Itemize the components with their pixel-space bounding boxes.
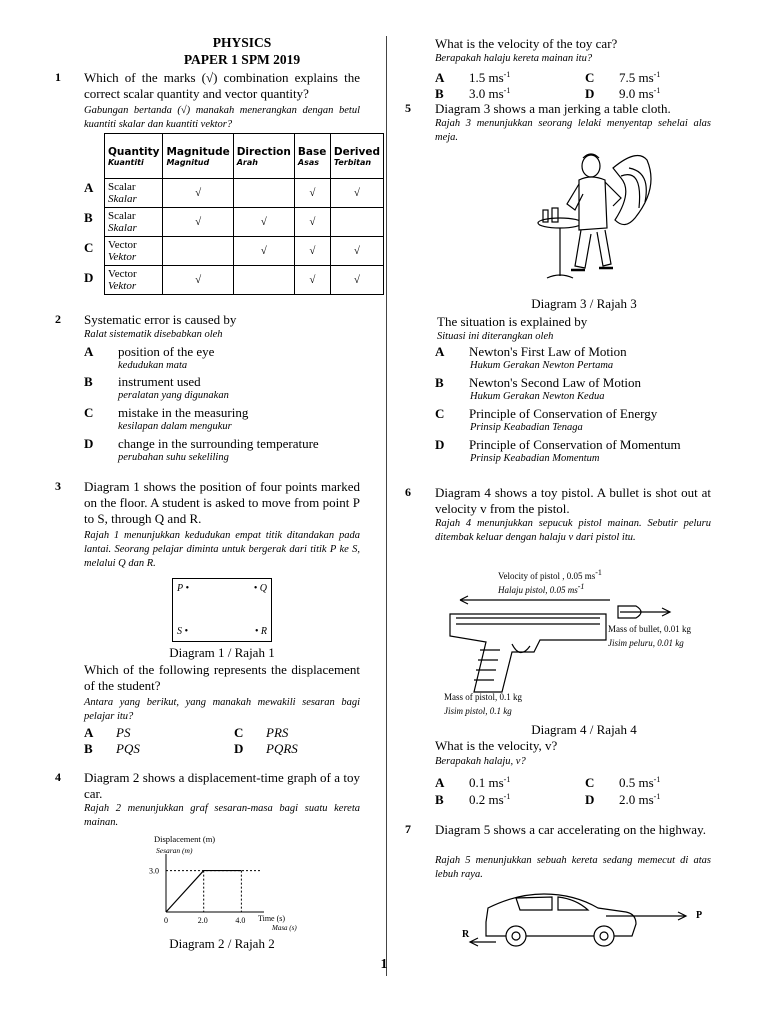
point-r: • R (254, 626, 267, 637)
q6-question: What is the velocity, v? (435, 738, 558, 753)
x-axis-label-my: Masa (s) (272, 924, 297, 932)
point-s: S • (177, 626, 189, 637)
page-subtitle: PAPER 1 SPM 2019 (183, 52, 301, 67)
pistol-mass-label-my: Jisim pistol, 0.1 kg (444, 706, 512, 716)
option-c-my: kesilapan dalam mengukur (118, 421, 232, 432)
option-c: C 0.5 $ms^{-1}$ (585, 775, 661, 791)
table-cell: √ (294, 179, 330, 208)
page-number: 1 (380, 957, 388, 972)
option-a-my: Hukum Gerakan Newton Pertama (470, 360, 614, 371)
diagram-3-caption: Diagram 3 / Rajah 3 (531, 296, 637, 311)
question-number: 2 (55, 312, 61, 326)
column-divider (386, 36, 387, 976)
option-b-my: peralatan yang digunakan (118, 390, 229, 401)
option-d: D 2.0 $ms^{-1}$ (585, 792, 661, 808)
option-c-my: Prinsip Keabadian Tenaga (470, 422, 583, 433)
displacement-time-graph (140, 830, 310, 936)
question-number: 5 (405, 101, 411, 115)
q6-text: Diagram 4 shows a toy pistol. A bullet is shot out at velocity v from the pistol. (435, 485, 711, 516)
table-cell: Vector Vektor (105, 237, 163, 266)
row-label: B (84, 210, 93, 225)
table-row (105, 179, 384, 208)
quantity-table (104, 133, 384, 295)
table-cell: √ (163, 266, 233, 295)
q3-text-my: Rajah 1 menunjukkan kedudukan empat titik ditandakan pada lantai. Seorang pelajar diminta untuk bergerak dari titik P ke S, melalui Q dan R. (84, 530, 360, 569)
option-a: A 0.1 $ms^{-1}$ (435, 775, 511, 791)
bullet-mass-label-my: Jisim peluru, 0.01 kg (608, 638, 684, 648)
q3-text: Diagram 1 shows the position of four points marked on the floor. A student is asked to move from point P to S, through Q and R. (84, 479, 360, 526)
option-d: D 9.0 $ms^{-1}$ (585, 86, 661, 102)
table-cell: Scalar Skalar (105, 208, 163, 237)
toy-pistol-diagram (430, 568, 750, 720)
row-label: D (84, 270, 94, 285)
q7-text: Diagram 5 shows a car accelerating on the highway. (435, 822, 706, 837)
option-b: B Newton's Second Law of Motion (435, 375, 642, 390)
q6-question-my: Berapakah halaju, v? (435, 756, 526, 767)
x-tick-label: 0 (164, 916, 168, 925)
force-p-label: P (696, 910, 703, 921)
q4-text-my: Rajah 2 menunjukkan graf sesaran-masa bagi suatu kereta mainan. (84, 803, 360, 828)
table-cell: √ (294, 266, 330, 295)
option-a: A 1.5 $ms^{-1}$ (435, 70, 511, 86)
table-header-row (105, 134, 384, 179)
q3-question: Which of the following represents the displacement of the student? (84, 662, 360, 693)
point-q: • Q (253, 583, 267, 594)
table-cell (233, 266, 294, 295)
point-p: P • (177, 583, 189, 594)
table-cell: Vector Vektor (105, 266, 163, 295)
option-a: A position of the eye (84, 344, 215, 359)
option-b: B 3.0 $ms^{-1}$ (435, 86, 511, 102)
table-cell (233, 179, 294, 208)
pistol-velocity-label-my: Halaju pistol, 0.05 ms-1 (498, 582, 585, 595)
table-cell: √ (330, 179, 383, 208)
table-row (105, 208, 384, 237)
header (100, 34, 384, 68)
table-cell: √ (294, 237, 330, 266)
table-cell: √ (330, 266, 383, 295)
option-c: C 7.5 $ms^{-1}$ (585, 70, 661, 86)
pistol-mass-label: Mass of pistol, 0.1 kg (444, 692, 523, 702)
q7-text-my: Rajah 5 menunjukkan sebuah kereta sedang memecut di atas lebuh raya. (435, 855, 711, 880)
question-number: 1 (55, 70, 61, 84)
q6-text-my: Rajah 4 menunjukkan sepucuk pistol mainan. Sebutir peluru ditembak keluar dengan halaju v dari pistol itu. (435, 518, 711, 543)
q4-text: Diagram 2 shows a displacement-time graph of a toy car. (84, 770, 360, 801)
table-cell: √ (233, 208, 294, 237)
option-a: A PS (84, 725, 131, 740)
option-b-my: Hukum Gerakan Newton Kedua (470, 391, 605, 402)
car-illustration (456, 884, 720, 948)
question-number: 7 (405, 822, 411, 836)
option-c: C mistake in the measuring (84, 405, 249, 420)
q3-question-my: Antara yang berikut, yang manakah mewakili sesaran bagi pelajar itu? (84, 697, 360, 722)
table-cell (163, 237, 233, 266)
q5-text-my: Rajah 3 menunjukkan seorang lelaki menyentap sehelai alas meja. (435, 118, 711, 143)
option-b: B PQS (84, 741, 140, 756)
q5-text: Diagram 3 shows a man jerking a table cloth. (435, 101, 671, 116)
table-header: Direction Arah (233, 134, 294, 179)
bullet-mass-label: Mass of bullet, 0.01 kg (608, 624, 691, 634)
table-header: Quantity Kuantiti (105, 134, 163, 179)
table-row (105, 237, 384, 266)
diagram-1-caption: Diagram 1 / Rajah 1 (169, 645, 275, 660)
option-d-my: Prinsip Keabadian Momentum (470, 453, 600, 464)
table-cell: √ (294, 208, 330, 237)
table-cell: √ (163, 208, 233, 237)
q2-text-my: Ralat sistematik disebabkan oleh (84, 329, 223, 340)
table-cell: √ (163, 179, 233, 208)
pistol-velocity-label: Velocity of pistol , 0.05 ms-1 (498, 568, 602, 581)
q4-question: What is the velocity of the toy car? (435, 36, 618, 51)
question-number: 3 (55, 479, 61, 493)
diagram-2-caption: Diagram 2 / Rajah 2 (169, 936, 275, 951)
q5-question-my: Situasi ini diterangkan oleh (437, 331, 554, 342)
option-b: B 0.2 $ms^{-1}$ (435, 792, 511, 808)
table-cell (330, 208, 383, 237)
option-d-my: perubahan suhu sekeliling (118, 452, 229, 463)
option-c: C Principle of Conservation of Energy (435, 406, 658, 421)
table-cell: √ (233, 237, 294, 266)
option-d: D change in the surrounding temperature (84, 436, 319, 451)
question-number: 4 (55, 770, 61, 784)
table-cell: √ (330, 237, 383, 266)
table-header: Base Asas (294, 134, 330, 179)
table-header: Magnitude Magnitud (163, 134, 233, 179)
question-number: 6 (405, 485, 411, 499)
option-d: D PQRS (234, 741, 298, 756)
x-tick-label: 4.0 (235, 916, 246, 925)
diagram-4-caption: Diagram 4 / Rajah 4 (531, 722, 637, 737)
q2-text: Systematic error is caused by (84, 312, 237, 327)
x-axis-label: Time (s) (258, 914, 286, 923)
table-cell: Scalar Skalar (105, 179, 163, 208)
option-b: B instrument used (84, 374, 201, 389)
option-c: C PRS (234, 725, 289, 740)
y-axis-label: Displacement (m) (154, 834, 216, 844)
y-axis-label-my: Sesaran (m) (156, 846, 193, 855)
x-tick-label: 2.0 (197, 916, 208, 925)
option-a-my: kedudukan mata (118, 360, 188, 371)
y-tick-label: 3.0 (149, 866, 159, 876)
option-d: D Principle of Conservation of Momentum (435, 437, 681, 452)
q4-question-my: Berapakah halaju kereta mainan itu? (435, 53, 593, 64)
diagram-1-points (172, 578, 272, 642)
page-title: PHYSICS (212, 35, 272, 50)
q1-text-my: Gabungan bertanda (√) manakah menerangkan dengan betul kuantiti skalar dan kuantiti vektor? (84, 105, 360, 130)
force-r-label: R (462, 929, 470, 940)
series-line-segment (166, 871, 204, 912)
row-label: C (84, 240, 94, 255)
q5-question: The situation is explained by (437, 314, 588, 329)
man-jerking-tablecloth-illustration (535, 148, 665, 286)
table-header: Derived Terbitan (330, 134, 383, 179)
row-label: A (84, 180, 94, 195)
table-row (105, 266, 384, 295)
q1-text: Which of the marks (√) combination explains the correct scalar quantity and vector quantity? (84, 70, 360, 101)
option-a: A Newton's First Law of Motion (435, 344, 627, 359)
